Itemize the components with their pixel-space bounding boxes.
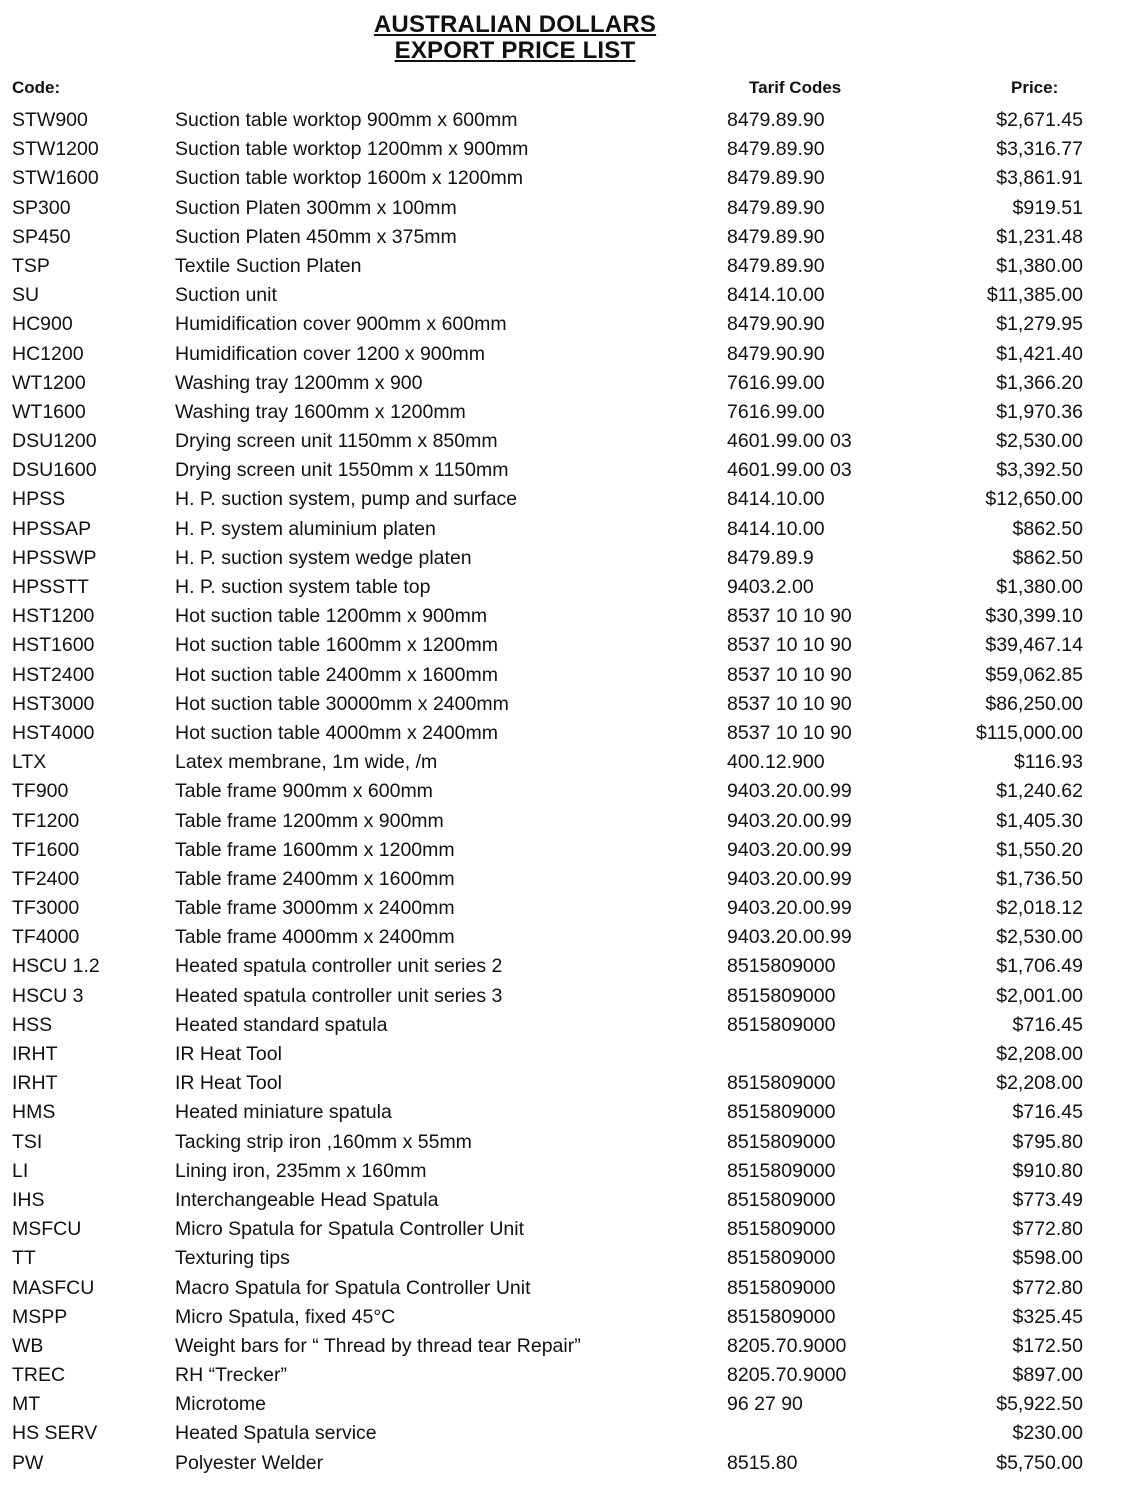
table-row (0, 894, 1123, 923)
code-cell: TF4000 (12, 926, 80, 949)
description-cell: Heated standard spatula (175, 1013, 388, 1036)
tarif-code-cell: 7616.99.00 (727, 371, 825, 394)
code-cell: HSCU 1.2 (12, 955, 100, 978)
code-cell: PW (12, 1451, 44, 1474)
tarif-code-cell: 8515809000 (727, 1159, 836, 1182)
code-cell: TSI (12, 1130, 43, 1153)
description-cell: RH “Trecker” (175, 1364, 287, 1387)
tarif-code-cell: 8515809000 (727, 955, 836, 978)
code-cell: IHS (12, 1188, 45, 1211)
description-cell: Table frame 1200mm x 900mm (175, 809, 444, 832)
table-row (0, 807, 1123, 836)
code-cell: STW1600 (12, 167, 99, 190)
price-cell: $773.49 (1012, 1188, 1083, 1211)
description-cell: Polyester Welder (175, 1451, 324, 1474)
tarif-code-cell: 8515809000 (727, 1276, 836, 1299)
description-cell: Washing tray 1600mm x 1200mm (175, 400, 466, 423)
price-cell: $2,018.12 (996, 897, 1083, 920)
description-cell: Table frame 4000mm x 2400mm (175, 926, 455, 949)
table-row (0, 1069, 1123, 1098)
description-cell: Suction unit (175, 284, 277, 307)
description-cell: Texturing tips (175, 1247, 290, 1270)
header-price: Price: (1011, 78, 1059, 97)
price-cell: $716.45 (1012, 1013, 1083, 1036)
price-cell: $1,736.50 (996, 867, 1083, 890)
tarif-code-cell: 8537 10 10 90 (727, 721, 852, 744)
code-cell: HST4000 (12, 721, 95, 744)
price-cell: $1,550.20 (996, 838, 1083, 861)
price-list-table (0, 106, 1123, 1478)
code-cell: SP300 (12, 196, 71, 219)
header-code: Code: (12, 78, 61, 97)
code-cell: MASFCU (12, 1276, 95, 1299)
table-row (0, 252, 1123, 281)
tarif-code-cell: 8537 10 10 90 (727, 663, 852, 686)
description-cell: Weight bars for “ Thread by thread tear Repair” (175, 1334, 581, 1357)
tarif-code-cell: 8515809000 (727, 1101, 836, 1124)
tarif-code-cell: 8479.89.90 (727, 138, 825, 161)
table-row (0, 719, 1123, 748)
description-cell: Hot suction table 2400mm x 1600mm (175, 663, 498, 686)
price-cell: $39,467.14 (985, 634, 1083, 657)
tarif-code-cell: 8479.90.90 (727, 313, 825, 336)
price-cell: $1,380.00 (996, 576, 1083, 598)
table-row (0, 748, 1123, 777)
code-cell: HST3000 (12, 692, 95, 715)
code-cell: HPSSTT (12, 576, 89, 598)
table-row (0, 281, 1123, 310)
title-line-2: EXPORT PRICE LIST (394, 37, 636, 64)
price-cell: $1,970.36 (996, 400, 1083, 423)
code-cell: HC1200 (12, 342, 84, 365)
code-cell: SP450 (12, 225, 71, 248)
tarif-code-cell: 8515809000 (727, 1188, 836, 1211)
price-cell: $116.93 (1013, 751, 1083, 774)
code-cell: TF1200 (12, 809, 80, 832)
description-cell: H. P. suction system, pump and surface (175, 488, 518, 511)
table-row (0, 369, 1123, 398)
description-cell: Micro Spatula for Spatula Controller Unit (175, 1218, 524, 1241)
description-cell: Hot suction table 1200mm x 900mm (175, 605, 488, 628)
price-cell: $230.00 (1012, 1422, 1083, 1445)
tarif-code-cell: 8537 10 10 90 (727, 605, 852, 628)
tarif-code-cell: 8515809000 (727, 984, 836, 1007)
price-cell: $919.51 (1012, 196, 1083, 219)
table-row (0, 340, 1123, 369)
table-row (0, 398, 1123, 427)
table-row (0, 1244, 1123, 1273)
document-title (0, 12, 1030, 64)
description-cell: H. P. system aluminium platen (175, 517, 436, 540)
tarif-code-cell: 8515809000 (727, 1072, 836, 1095)
title-line-1: AUSTRALIAN DOLLARS (373, 11, 657, 38)
price-cell: $3,316.77 (996, 138, 1083, 161)
code-cell: HST1600 (12, 634, 95, 657)
tarif-code-cell: 9403.2.00 (727, 576, 814, 598)
price-cell: $1,405.30 (996, 809, 1083, 832)
tarif-code-cell: 8479.89.9 (727, 546, 814, 569)
price-cell: $12,650.00 (985, 488, 1083, 511)
code-cell: TF2400 (12, 867, 80, 890)
price-cell: $3,392.50 (996, 459, 1083, 482)
description-cell: Table frame 1600mm x 1200mm (175, 838, 455, 861)
price-cell: $1,240.62 (996, 780, 1083, 803)
price-cell: $716.45 (1012, 1101, 1083, 1124)
description-cell: Microtome (175, 1393, 267, 1416)
code-cell: MT (12, 1393, 41, 1416)
tarif-code-cell: 8515809000 (727, 1013, 836, 1036)
price-cell: $772.80 (1012, 1218, 1083, 1241)
table-row (0, 777, 1123, 806)
price-cell: $11,385.00 (986, 284, 1083, 307)
tarif-code-cell: 8515809000 (727, 1247, 836, 1270)
description-cell: Suction table worktop 900mm x 600mm (175, 109, 518, 131)
table-row (0, 106, 1123, 135)
table-row (0, 544, 1123, 573)
description-cell: Drying screen unit 1150mm x 850mm (175, 430, 498, 453)
table-row (0, 1419, 1123, 1448)
price-cell: $772.80 (1012, 1276, 1083, 1299)
code-cell: HSS (12, 1013, 53, 1036)
description-cell: Textile Suction Platen (175, 254, 362, 277)
price-cell: $1,279.95 (996, 313, 1083, 336)
price-cell: $5,750.00 (996, 1451, 1083, 1474)
tarif-code-cell: 8479.89.90 (727, 196, 825, 219)
price-cell: $30,399.10 (985, 605, 1083, 628)
code-cell: STW900 (12, 109, 88, 131)
price-cell: $2,208.00 (996, 1072, 1083, 1095)
code-cell: LI (12, 1159, 29, 1182)
tarif-code-cell: 8515809000 (727, 1130, 836, 1153)
code-cell: HPSSWP (12, 546, 97, 569)
table-row (0, 573, 1123, 602)
table-row (0, 1274, 1123, 1303)
code-cell: HPSS (12, 488, 66, 511)
table-row (0, 1332, 1123, 1361)
table-row (0, 1040, 1123, 1069)
description-cell: Table frame 3000mm x 2400mm (175, 897, 455, 920)
code-cell: HSCU 3 (12, 984, 84, 1007)
table-row (0, 1215, 1123, 1244)
description-cell: Suction Platen 450mm x 375mm (175, 225, 457, 248)
tarif-code-cell: 8537 10 10 90 (727, 692, 852, 715)
table-row (0, 1449, 1123, 1478)
code-cell: TREC (12, 1364, 66, 1387)
tarif-code-cell: 8537 10 10 90 (727, 634, 852, 657)
code-cell: TF1600 (12, 838, 80, 861)
price-cell: $910.80 (1012, 1159, 1083, 1182)
code-cell: STW1200 (12, 138, 99, 161)
table-row (0, 952, 1123, 981)
description-cell: H. P. suction system wedge platen (175, 546, 472, 569)
header-tarif-codes: Tarif Codes (749, 78, 842, 97)
code-cell: WT1200 (12, 371, 86, 394)
price-cell: $1,421.40 (996, 342, 1083, 365)
price-cell: $795.80 (1012, 1130, 1083, 1153)
table-row (0, 690, 1123, 719)
description-cell: Drying screen unit 1550mm x 1150mm (175, 459, 509, 482)
price-cell: $897.00 (1012, 1364, 1083, 1387)
description-cell: Washing tray 1200mm x 900 (175, 371, 423, 394)
table-row (0, 135, 1123, 164)
table-row (0, 310, 1123, 339)
description-cell: Suction Platen 300mm x 100mm (175, 196, 457, 219)
code-cell: HS SERV (12, 1422, 98, 1445)
price-cell: $862.50 (1012, 517, 1083, 540)
code-cell: WT1600 (12, 400, 86, 423)
table-row (0, 865, 1123, 894)
tarif-code-cell: 7616.99.00 (727, 400, 825, 423)
description-cell: Hot suction table 1600mm x 1200mm (175, 634, 498, 657)
price-cell: $325.45 (1012, 1305, 1083, 1328)
description-cell: IR Heat Tool (175, 1072, 282, 1095)
code-cell: DSU1600 (12, 459, 97, 482)
table-header (0, 78, 1123, 100)
tarif-code-cell: 9403.20.00.99 (727, 780, 852, 803)
table-row (0, 164, 1123, 193)
price-cell: $3,861.91 (996, 167, 1083, 190)
tarif-code-cell: 8414.10.00 (727, 488, 825, 511)
table-row (0, 1390, 1123, 1419)
description-cell: Humidification cover 1200 x 900mm (175, 342, 485, 365)
table-row (0, 427, 1123, 456)
code-cell: IRHT (12, 1072, 58, 1095)
tarif-code-cell: 400.12.900 (727, 751, 825, 774)
price-cell: $5,922.50 (996, 1393, 1083, 1416)
tarif-code-cell: 4601.99.00 03 (727, 430, 852, 453)
tarif-code-cell: 4601.99.00 03 (727, 459, 852, 482)
tarif-code-cell: 8515809000 (727, 1218, 836, 1241)
tarif-code-cell: 9403.20.00.99 (727, 838, 852, 861)
table-row (0, 923, 1123, 952)
code-cell: IRHT (12, 1043, 58, 1065)
code-cell: DSU1200 (12, 430, 97, 453)
tarif-code-cell: 8479.90.90 (727, 342, 825, 365)
price-cell: $172.50 (1012, 1334, 1083, 1357)
table-row (0, 1303, 1123, 1332)
code-cell: WB (12, 1334, 44, 1357)
description-cell: Humidification cover 900mm x 600mm (175, 313, 507, 336)
description-cell: Suction table worktop 1600m x 1200mm (175, 167, 523, 190)
description-cell: Heated Spatula service (175, 1422, 377, 1445)
code-cell: TT (12, 1247, 36, 1270)
table-row (0, 602, 1123, 631)
tarif-code-cell: 8205.70.9000 (727, 1334, 847, 1357)
description-cell: Hot suction table 4000mm x 2400mm (175, 721, 498, 744)
tarif-code-cell: 8515.80 (727, 1451, 798, 1474)
price-cell: $2,208.00 (996, 1043, 1083, 1065)
tarif-code-cell: 9403.20.00.99 (727, 897, 852, 920)
code-cell: HMS (12, 1101, 56, 1124)
tarif-code-cell: 8205.70.9000 (727, 1364, 847, 1387)
tarif-code-cell: 8479.89.90 (727, 109, 825, 131)
tarif-code-cell: 8515809000 (727, 1305, 836, 1328)
price-cell: $2,001.00 (996, 984, 1083, 1007)
price-cell: $115,000.00 (976, 721, 1083, 744)
tarif-code-cell: 9403.20.00.99 (727, 926, 852, 949)
code-cell: TF900 (12, 780, 69, 803)
tarif-code-cell: 8414.10.00 (727, 284, 825, 307)
code-cell: SU (12, 284, 40, 307)
table-row (0, 456, 1123, 485)
description-cell: Lining iron, 235mm x 160mm (175, 1159, 427, 1182)
table-row (0, 631, 1123, 660)
description-cell: Hot suction table 30000mm x 2400mm (175, 692, 509, 715)
description-cell: Table frame 2400mm x 1600mm (175, 867, 455, 890)
tarif-code-cell: 8479.89.90 (727, 254, 825, 277)
code-cell: HPSSAP (12, 517, 92, 540)
tarif-code-cell: 8479.89.90 (727, 167, 825, 190)
description-cell: Latex membrane, 1m wide, /m (175, 751, 438, 774)
tarif-code-cell: 96 27 90 (727, 1393, 803, 1416)
price-cell: $2,530.00 (996, 430, 1083, 453)
table-row (0, 836, 1123, 865)
code-cell: HC900 (12, 313, 73, 336)
table-row (0, 194, 1123, 223)
tarif-code-cell: 8479.89.90 (727, 225, 825, 248)
table-row (0, 1186, 1123, 1215)
description-cell: Micro Spatula, fixed 45°C (175, 1305, 396, 1328)
description-cell: IR Heat Tool (175, 1043, 282, 1065)
description-cell: Interchangeable Head Spatula (175, 1188, 439, 1211)
table-row (0, 1157, 1123, 1186)
price-cell: $2,671.45 (996, 109, 1083, 131)
price-cell: $1,380.00 (996, 254, 1083, 277)
description-cell: H. P. suction system table top (175, 576, 431, 598)
tarif-code-cell: 8414.10.00 (727, 517, 825, 540)
price-cell: $598.00 (1012, 1247, 1083, 1270)
description-cell: Heated spatula controller unit series 2 (175, 955, 503, 978)
table-row (0, 1361, 1123, 1390)
table-row (0, 485, 1123, 514)
code-cell: TF3000 (12, 897, 80, 920)
table-row (0, 1011, 1123, 1040)
description-cell: Heated spatula controller unit series 3 (175, 984, 503, 1007)
table-row (0, 661, 1123, 690)
price-cell: $862.50 (1012, 546, 1083, 569)
description-cell: Tacking strip iron ,160mm x 55mm (175, 1130, 472, 1153)
code-cell: LTX (12, 751, 47, 774)
price-cell: $59,062.85 (985, 663, 1083, 686)
description-cell: Suction table worktop 1200mm x 900mm (175, 138, 529, 161)
description-cell: Heated miniature spatula (175, 1101, 392, 1124)
price-cell: $1,366.20 (996, 371, 1083, 394)
code-cell: HST2400 (12, 663, 95, 686)
table-row (0, 515, 1123, 544)
code-cell: HST1200 (12, 605, 95, 628)
description-cell: Macro Spatula for Spatula Controller Unit (175, 1276, 531, 1299)
tarif-code-cell: 9403.20.00.99 (727, 867, 852, 890)
description-cell: Table frame 900mm x 600mm (175, 780, 433, 803)
table-row (0, 1098, 1123, 1127)
table-row (0, 982, 1123, 1011)
table-row (0, 223, 1123, 252)
table-row (0, 1128, 1123, 1157)
code-cell: TSP (12, 254, 50, 277)
price-cell: $1,706.49 (996, 955, 1083, 978)
code-cell: MSFCU (12, 1218, 82, 1241)
price-cell: $86,250.00 (985, 692, 1083, 715)
price-cell: $2,530.00 (996, 926, 1083, 949)
code-cell: MSPP (12, 1305, 68, 1328)
tarif-code-cell: 9403.20.00.99 (727, 809, 852, 832)
price-cell: $1,231.48 (996, 225, 1083, 248)
